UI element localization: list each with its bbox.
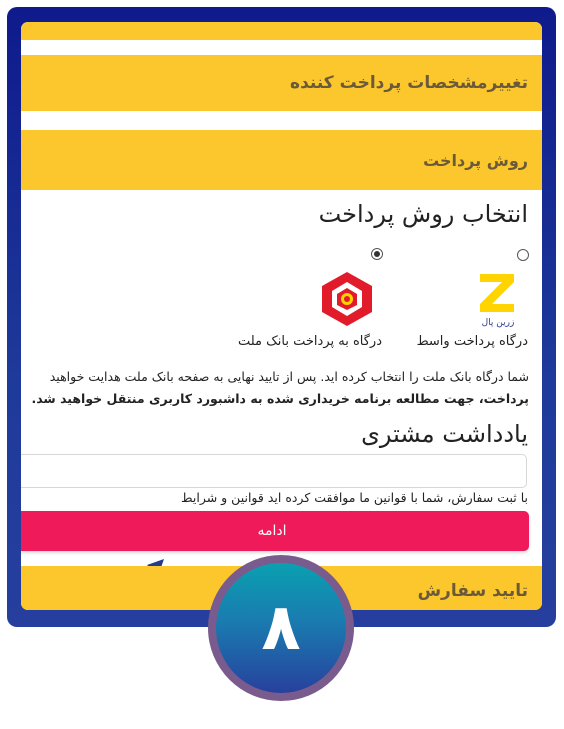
zarinpal-logo-text: زرین پال [481,318,515,328]
step-number-badge [208,555,354,701]
radio-zarinpal[interactable] [517,249,529,261]
checkout-panel [21,22,542,610]
payment-choice-heading: انتخاب روش پرداخت [318,200,528,228]
radio-mellat[interactable] [371,248,383,260]
continue-button-label: ادامه [257,523,287,539]
step-number-circle [216,563,346,693]
payer-details-title: تغییرمشخصات پرداخت کننده [290,73,528,93]
payment-info-line-2: پرداخت، جهت مطالعه برنامه خریداری شده به داشبورد کاربری منتقل خواهید شد. [31,391,529,406]
payment-info-line-1: شما درگاه بانک ملت را انتخاب کرده اید. پس از تایید نهایی به صفحه بانک ملت هدایت خواهید [49,369,529,384]
terms-text: با ثبت سفارش، شما با قوانین ما موافقت کرده اید قوانین و شرایط [181,490,528,505]
customer-note-heading: یادداشت مشتری [361,420,528,448]
payer-details-section[interactable] [21,55,542,111]
bank-mellat-logo[interactable] [316,268,378,328]
continue-button[interactable] [21,511,529,551]
top-band [21,22,542,40]
option-label-zarinpal[interactable]: درگاه پرداخت واسط [416,334,528,349]
customer-note-input[interactable] [21,454,527,488]
payment-method-section[interactable] [21,130,542,190]
payment-info-text [21,366,529,410]
payment-method-title: روش پرداخت [423,150,528,170]
confirm-order-title: تایید سفارش [417,581,528,601]
option-label-mellat[interactable]: درگاه به پرداخت بانک ملت [237,334,382,349]
step-number: ۸ [261,591,301,665]
zarinpal-logo[interactable] [474,268,520,328]
